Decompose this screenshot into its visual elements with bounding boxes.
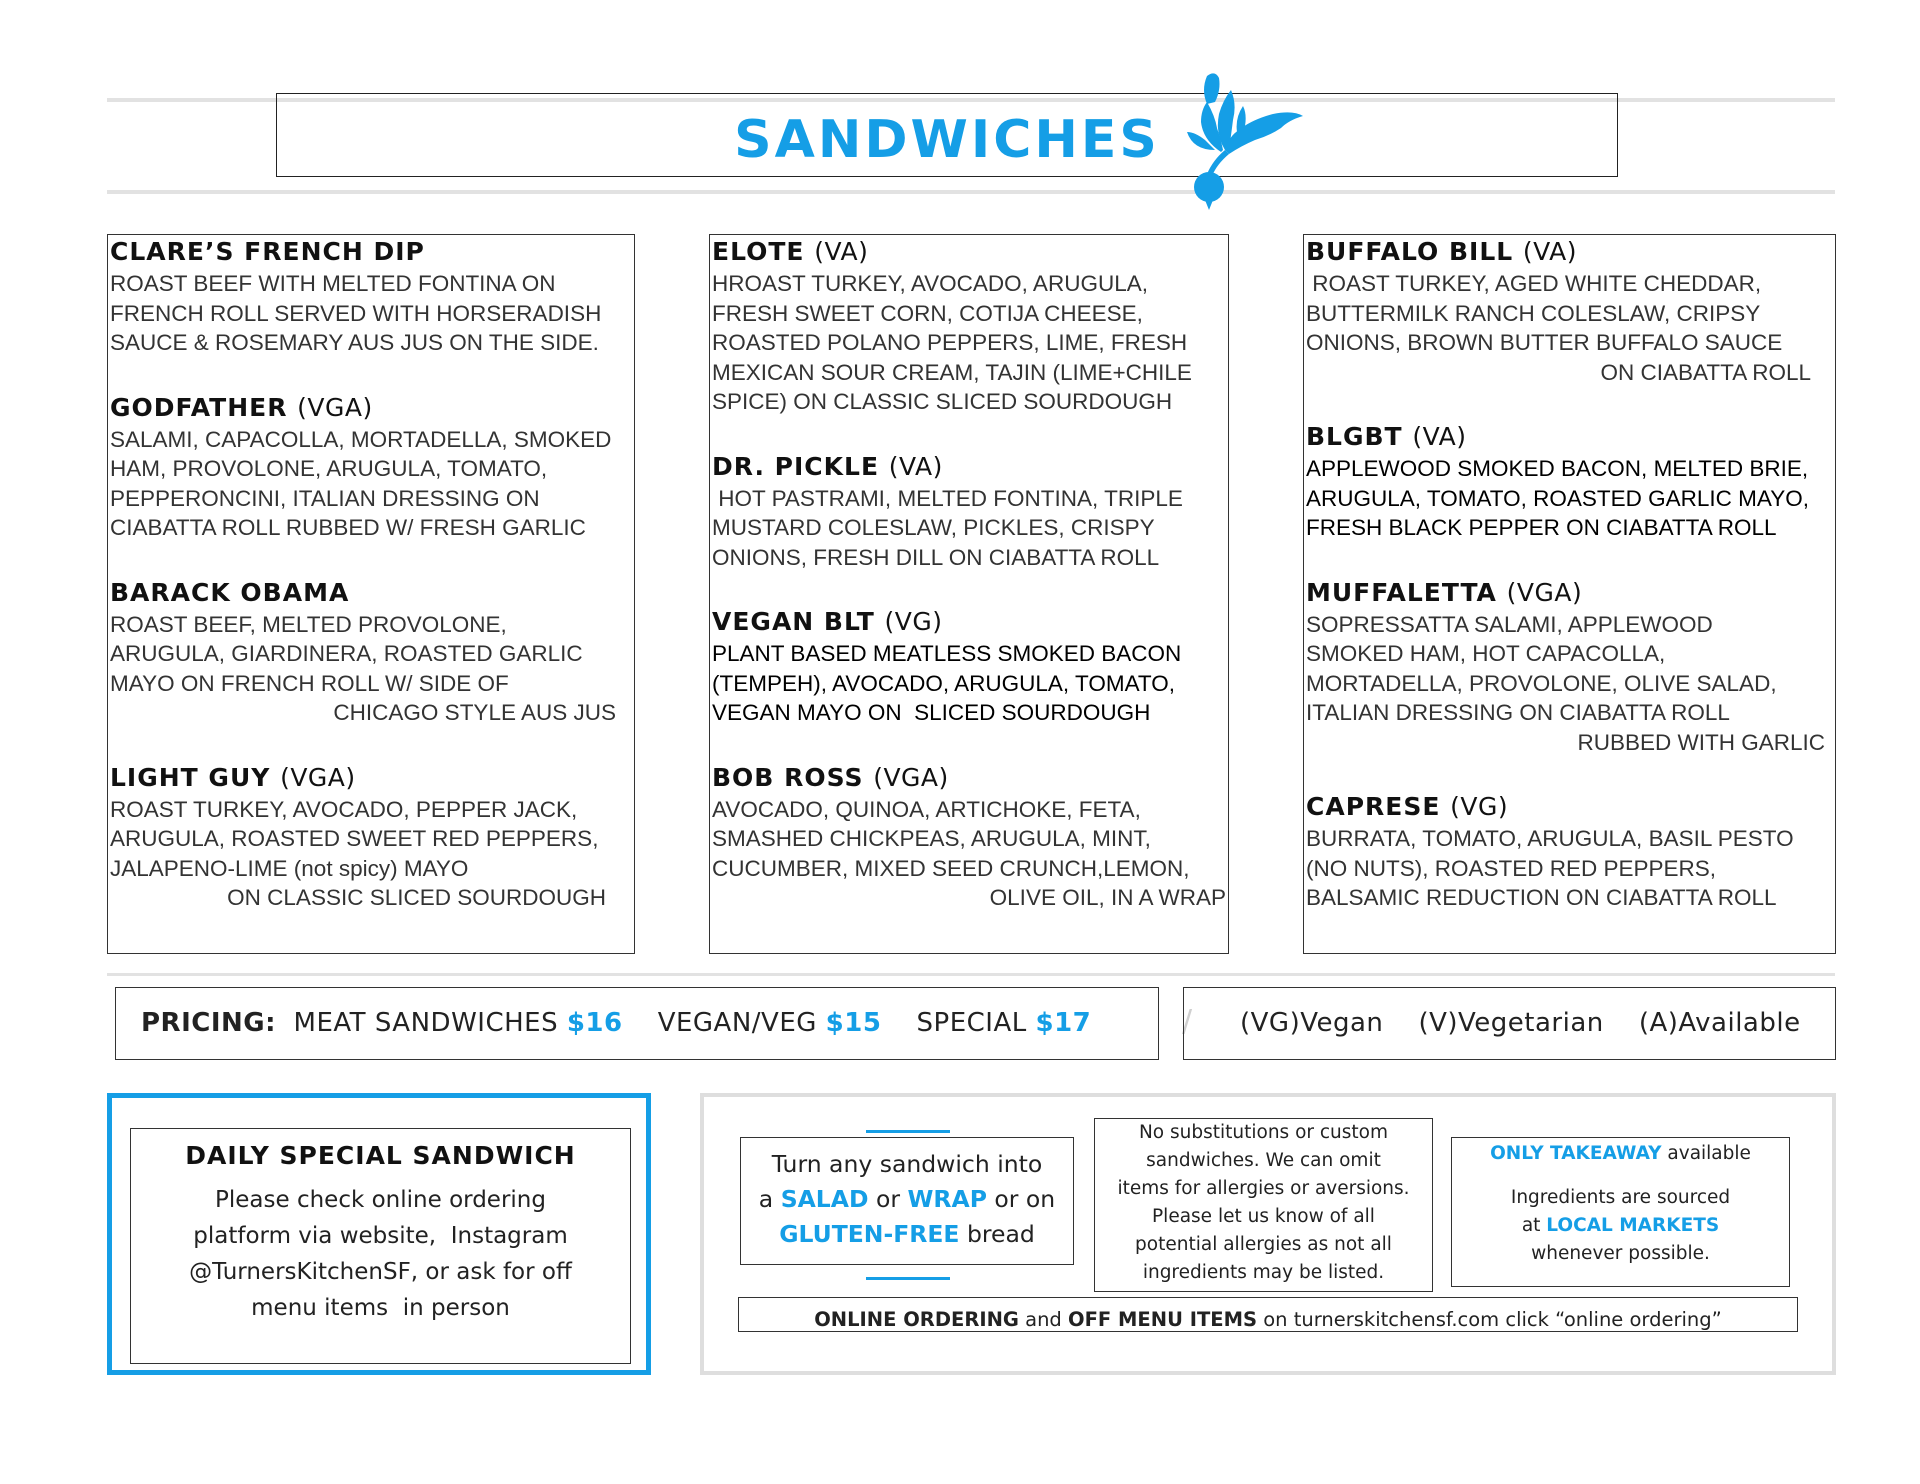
menu-column-2 bbox=[709, 234, 1229, 954]
item-name: LIGHT GUY (VGA) bbox=[110, 762, 356, 792]
menu-item-light-guy bbox=[110, 761, 632, 913]
item-tag: (VA) bbox=[814, 237, 869, 266]
item-tag: (VGA) bbox=[297, 392, 373, 422]
menu-item-buffalo-bill bbox=[1306, 235, 1833, 387]
item-name: MUFFALETTA (VGA) bbox=[1306, 577, 1583, 607]
legend-row bbox=[1240, 1008, 1801, 1038]
veg-label: VEGAN/VEG bbox=[657, 1008, 817, 1038]
customize-box: Turn any sandwich into a SALAD or WRAP or on GLUTEN-FREE bread bbox=[740, 1137, 1074, 1265]
item-name: ELOTE (VA) bbox=[712, 237, 869, 266]
daily-special-title: DAILY SPECIAL SANDWICH bbox=[185, 1141, 576, 1170]
veg-price: $15 bbox=[825, 1008, 882, 1038]
daily-special-box bbox=[130, 1128, 631, 1364]
item-description: APPLEWOOD SMOKED BACON, MELTED BRIE, ARUGULA, TOMATO, ROASTED GARLIC MAYO, FRESH BLACK PEPPER ON CIABATTA ROLL bbox=[1306, 456, 1810, 540]
legend-vegan: (VG)Vegan bbox=[1240, 1008, 1384, 1038]
menu-column-1 bbox=[107, 234, 635, 954]
item-name: BLGBT (VA) bbox=[1306, 422, 1467, 451]
item-description: ROAST BEEF, MELTED PROVOLONE, ARUGULA, GIARDINERA, ROASTED GARLIC MAYO ON FRENCH ROLL W/ SIDE OF CHICAGO STYLE AUS JUS bbox=[110, 611, 616, 725]
legend-slash: / bbox=[1182, 1004, 1193, 1039]
menu-item-clares-french-dip bbox=[110, 235, 632, 358]
legend-available: (A)Available bbox=[1638, 1008, 1801, 1038]
item-description: HOT PASTRAMI, MELTED FONTINA, TRIPLE MUSTARD COLESLAW, PICKLES, CRISPY ONIONS, FRESH DILL ON CIABATTA ROLL bbox=[712, 485, 1183, 570]
item-tag: (VA) bbox=[1412, 422, 1467, 451]
item-description: HROAST TURKEY, AVOCADO, ARUGULA, FRESH SWEET CORN, COTIJA CHEESE, ROASTED POLANO PEPPERS, LIME, FRESH MEXICAN SOUR CREAM, TAJIN (LIME+CHILE SPICE) ON CLASSIC SLICED SOURDOUGH bbox=[712, 271, 1192, 414]
item-description: BURRATA, TOMATO, ARUGULA, BASIL PESTO (NO NUTS), ROASTED RED PEPPERS, BALSAMIC REDUCTION ON CIABATTA ROLL bbox=[1306, 826, 1794, 910]
menu-item-elote bbox=[712, 235, 1226, 417]
pricing-box bbox=[115, 987, 1159, 1060]
menu-item-vegan-blt bbox=[712, 605, 1226, 728]
menu-item-dr-pickle bbox=[712, 450, 1226, 573]
menu-item-barack-obama bbox=[110, 576, 632, 728]
item-description: SALAMI, CAPACOLLA, MORTADELLA, SMOKED HAM, PROVOLONE, ARUGULA, TOMATO, PEPPERONCINI, ITALIAN DRESSING ON CIABATTA ROLL RUBBED W/ FRESH GARLIC bbox=[110, 426, 612, 540]
online-ordering-bar: ONLINE ORDERING and OFF MENU ITEMS on turnerskitchensf.com click “online ordering” bbox=[738, 1297, 1798, 1332]
substitutions-box: No substitutions or custom sandwiches. We can omit items for allergies or aversions. Please let us know of all potential allergies as not all ingredients may be listed. bbox=[1094, 1118, 1433, 1292]
legend-vegetarian: (V)Vegetarian bbox=[1418, 1008, 1604, 1038]
item-description: SOPRESSATTA SALAMI, APPLEWOOD SMOKED HAM, HOT CAPACOLLA, MORTADELLA, PROVOLONE, OLIVE SALAD, ITALIAN DRESSING ON CIABATTA ROLL RUBBED WITH GARLIC bbox=[1306, 611, 1825, 755]
item-tag: (VGA) bbox=[873, 762, 949, 792]
item-name: BOB ROSS (VGA) bbox=[712, 762, 949, 792]
item-name: CLARE’S FRENCH DIP bbox=[110, 237, 425, 266]
accent-line-top bbox=[866, 1130, 950, 1133]
item-tag: (VA) bbox=[888, 451, 943, 481]
menu-item-blgbt bbox=[1306, 420, 1833, 543]
item-description: ROAST TURKEY, AVOCADO, PEPPER JACK, ARUGULA, ROASTED SWEET RED PEPPERS, JALAPENO-LIME (not spicy) MAYO ON CLASSIC SLICED SOURDOUGH bbox=[110, 796, 606, 910]
item-description: ROAST TURKEY, AGED WHITE CHEDDAR, BUTTERMILK RANCH COLESLAW, CRIPSY ONIONS, BROWN BUTTER BUFFALO SAUCE ON CIABATTA ROLL bbox=[1306, 271, 1811, 385]
item-tag: (VGA) bbox=[280, 762, 356, 792]
special-price: $17 bbox=[1035, 1008, 1092, 1038]
turnip-icon bbox=[1185, 70, 1305, 210]
pricing-label: PRICING: bbox=[141, 1008, 277, 1038]
menu-item-bob-ross bbox=[712, 761, 1226, 913]
item-tag: (VA) bbox=[1522, 237, 1578, 266]
page-title: SANDWICHES bbox=[734, 110, 1160, 170]
item-description: ROAST BEEF WITH MELTED FONTINA ON FRENCH ROLL SERVED WITH HORSERADISH SAUCE & ROSEMARY AUS JUS ON THE SIDE. bbox=[110, 271, 602, 355]
item-name: CAPRESE (VG) bbox=[1306, 792, 1509, 821]
item-name: BUFFALO BILL (VA) bbox=[1306, 237, 1578, 266]
accent-line-bottom bbox=[866, 1277, 950, 1280]
meat-label: MEAT SANDWICHES bbox=[293, 1008, 559, 1038]
menu-item-muffaletta bbox=[1306, 576, 1833, 758]
daily-special-body: Please check online ordering platform via website, Instagram @TurnersKitchenSF, or ask for off menu items in person bbox=[189, 1187, 572, 1321]
item-tag: (VGA) bbox=[1506, 577, 1583, 607]
item-name: GODFATHER (VGA) bbox=[110, 392, 373, 422]
pricing-top-divider bbox=[107, 973, 1835, 976]
item-name: BARACK OBAMA bbox=[110, 577, 350, 607]
item-tag: (VG) bbox=[1450, 792, 1509, 821]
item-tag: (VG) bbox=[884, 607, 943, 636]
item-description: AVOCADO, QUINOA, ARTICHOKE, FETA, SMASHED CHICKPEAS, ARUGULA, MINT, CUCUMBER, MIXED SEED CRUNCH,LEMON, OLIVE OIL, IN A WRAP bbox=[712, 796, 1226, 910]
item-description: PLANT BASED MEATLESS SMOKED BACON (TEMPEH), AVOCADO, ARUGULA, TOMATO, VEGAN MAYO ON SLICED SOURDOUGH bbox=[712, 641, 1182, 725]
item-name: DR. PICKLE (VA) bbox=[712, 451, 943, 481]
pricing-row bbox=[141, 1008, 1091, 1038]
item-name: VEGAN BLT (VG) bbox=[712, 607, 943, 636]
takeaway-box: ONLY TAKEAWAY available Ingredients are sourced at LOCAL MARKETS whenever possible. bbox=[1451, 1137, 1790, 1287]
meat-price: $16 bbox=[566, 1008, 623, 1038]
menu-column-3 bbox=[1303, 234, 1836, 954]
menu-item-caprese bbox=[1306, 790, 1833, 913]
legend-box bbox=[1183, 987, 1836, 1060]
special-label: SPECIAL bbox=[916, 1008, 1027, 1038]
header-bottom-divider bbox=[107, 190, 1835, 194]
menu-item-godfather bbox=[110, 391, 632, 543]
